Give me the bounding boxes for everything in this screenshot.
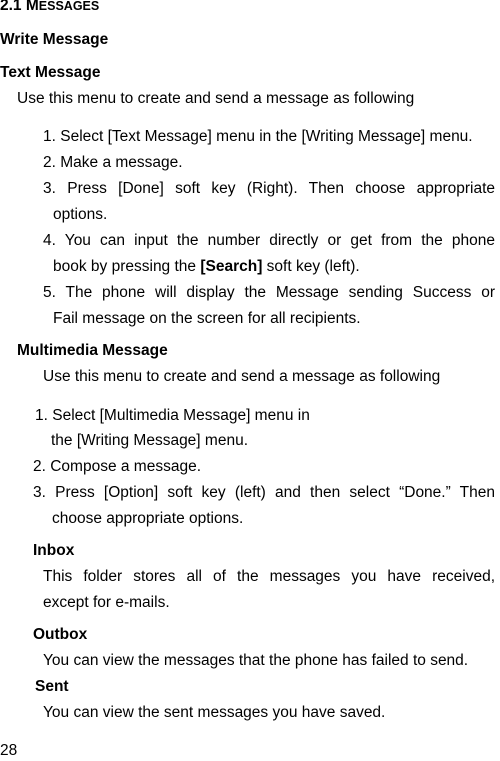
inbox-heading: Inbox	[33, 542, 75, 559]
inbox-text-line-1: This folder stores all of the messages you have received,	[43, 568, 495, 585]
section-number: 2.1	[0, 0, 22, 14]
multimedia-message-intro: Use this menu to create and send a message as following	[43, 368, 441, 385]
text-step-5-line-1: 5. The phone will display the Message sending Success or	[43, 284, 495, 301]
text-step-3-line-2: options.	[53, 206, 108, 223]
text-message-intro: Use this menu to create and send a message as following	[17, 90, 415, 107]
mms-step-2: 2. Compose a message.	[33, 458, 202, 475]
mms-step-1-line-2: the [Writing Message] menu.	[51, 432, 248, 449]
outbox-text: You can view the messages that the phone has failed to send.	[43, 652, 469, 669]
section-heading	[0, 0, 99, 16]
text-step-4-line-1: 4. You can input the number directly or get from the phone	[43, 232, 495, 249]
text-step-2: 2. Make a message.	[43, 154, 183, 171]
inbox-text-line-2: except for e-mails.	[43, 594, 170, 611]
search-key-label: [Search]	[200, 258, 263, 275]
mms-step-3-line-1: 3. Press [Option] soft key (left) and then select “Done.” Then	[33, 484, 495, 501]
mms-step-1-line-1: 1. Select [Multimedia Message] menu in	[35, 407, 310, 424]
multimedia-message-heading: Multimedia Message	[17, 342, 168, 359]
sent-heading: Sent	[35, 678, 69, 695]
sent-text: You can view the sent messages you have saved.	[43, 704, 386, 721]
text-step-4-line-2: book by pressing the [Search] soft key (left).	[53, 258, 360, 275]
mms-step-3-line-2: choose appropriate options.	[52, 510, 244, 527]
outbox-heading: Outbox	[33, 626, 88, 643]
text-step-5-line-2: Fail message on the screen for all recipients.	[53, 310, 361, 327]
text-step-3-line-1: 3. Press [Done] soft key (Right). Then choose appropriate	[43, 180, 495, 197]
section-title: MESSAGES	[25, 0, 100, 14]
text-step-1: 1. Select [Text Message] menu in the [Writing Message] menu.	[43, 128, 473, 145]
write-message-heading: Write Message	[0, 31, 109, 48]
page-number: 28	[0, 742, 18, 759]
text-message-heading: Text Message	[0, 64, 101, 81]
